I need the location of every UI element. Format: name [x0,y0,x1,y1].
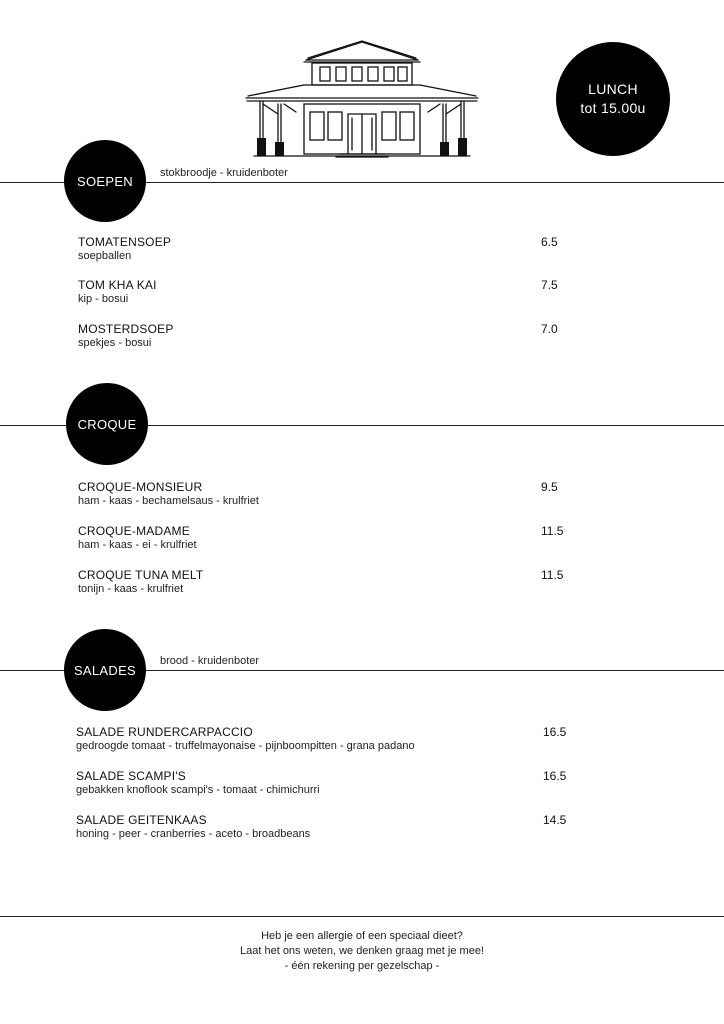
footer-divider [0,916,724,917]
menu-item-price: 16.5 [543,769,567,783]
menu-item-desc: soepballen [78,250,132,262]
menu-item-desc: ham - kaas - ei - krulfriet [78,539,197,551]
lunch-badge-title: LUNCH [588,81,638,97]
lunch-badge-time: tot 15.00u [580,100,646,116]
menu-item-name: SALADE GEITENKAAS [76,813,207,827]
menu-item-name: SALADE SCAMPI'S [76,769,186,783]
menu-item-name: TOM KHA KAI [78,278,157,292]
menu-item-desc: gedroogde tomaat - truffelmayonaise - pijnboompitten - grana padano [76,740,415,752]
menu-item-price: 6.5 [541,235,558,249]
lunch-badge [556,42,670,156]
section-note: brood - kruidenboter [160,655,260,667]
menu-item-desc: honing - peer - cranberries - aceto - broadbeans [76,828,311,840]
footer-line: - één rekening per gezelschap - [284,960,440,972]
menu-item-price: 16.5 [543,725,567,739]
menu-item-name: MOSTERDSOEP [78,322,174,336]
menu-item-desc: tonijn - kaas - krulfriet [78,583,184,595]
menu-item-name: TOMATENSOEP [78,235,172,249]
section-note: stokbroodje - kruidenboter [160,167,288,179]
menu-item-price: 7.0 [541,322,558,336]
menu-item-name: CROQUE-MADAME [78,524,190,538]
menu-item-price: 14.5 [543,813,567,827]
menu-item-price: 7.5 [541,278,558,292]
menu-item-price: 11.5 [541,568,564,582]
section-title-label: CROQUE [77,416,137,432]
menu-item-price: 11.5 [541,524,564,538]
section-title-label: SALADES [73,662,137,678]
menu-item-name: SALADE RUNDERCARPACCIO [76,725,253,739]
building-drawing-icon [244,38,480,160]
section-title-croque [66,383,148,465]
menu-item-name: CROQUE-MONSIEUR [78,480,203,494]
footer-line: Laat het ons weten, we denken graag met je mee! [240,945,484,957]
section-title-salades [64,629,146,711]
menu-item-desc: gebakken knoflook scampi's - tomaat - chimichurri [76,784,320,796]
menu-item-desc: spekjes - bosui [78,337,152,349]
menu-item-desc: kip - bosui [78,293,129,305]
menu-item-price: 9.5 [541,480,558,494]
footer-line: Heb je een allergie of een speciaal dieet? [261,930,463,942]
menu-item-desc: ham - kaas - bechamelsaus - krulfriet [78,495,259,507]
section-title-label: SOEPEN [77,173,133,189]
section-title-soepen [64,140,146,222]
menu-item-name: CROQUE TUNA MELT [78,568,204,582]
